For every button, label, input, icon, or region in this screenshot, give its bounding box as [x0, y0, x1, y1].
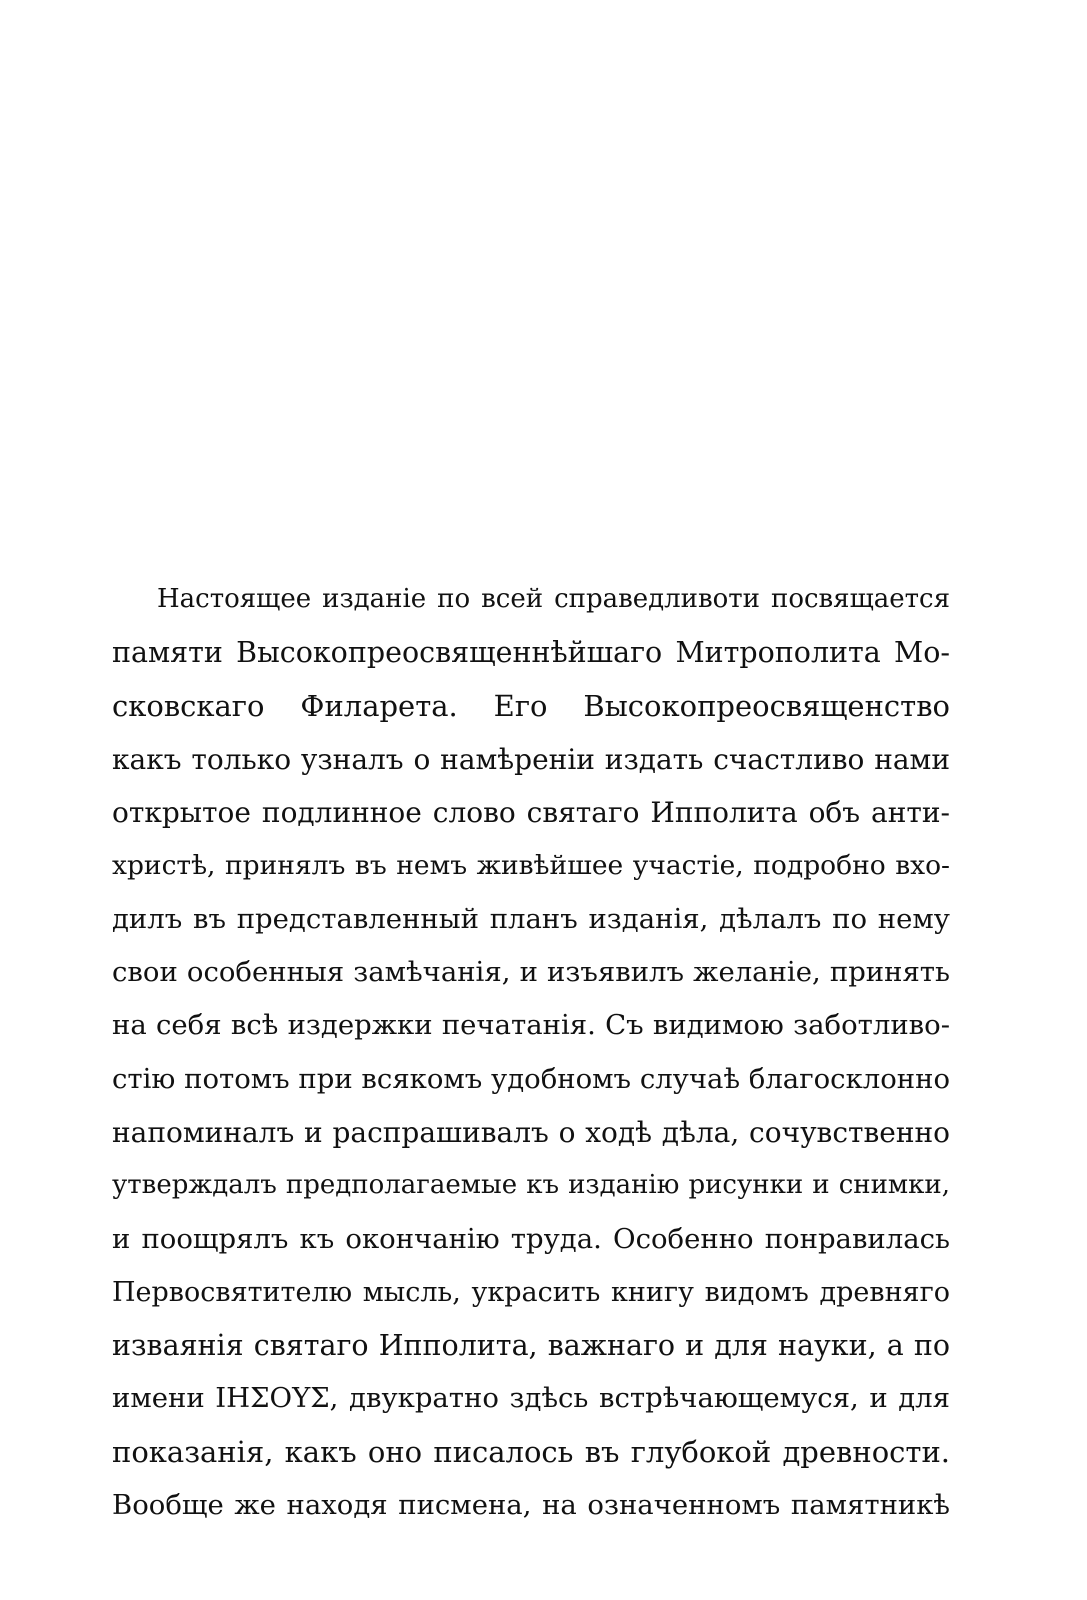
text-line-4: какъ только узналъ о намѣреніи издать счастливо нами	[112, 742, 950, 776]
text-line-18: Вообще же находя писмена, на означенномъ памятникѣ	[112, 1489, 950, 1522]
text-line-3: сковскаго Филарета. Его Высокопреосвященство	[112, 688, 950, 723]
text-line-14: Первосвятителю мысль, украсить книгу видомъ древняго	[112, 1276, 950, 1308]
text-line-12: утверждалъ предполагаемые къ изданію рисунки и снимки,	[112, 1170, 950, 1201]
text-line-11: напоминалъ и распрашивалъ о ходѣ дѣла, сочувственно	[112, 1115, 950, 1149]
text-line-5: открытое подлинное слово святаго Ипполита объ анти-	[112, 796, 950, 830]
text-line-2: памяти Высокопреосвященнѣйшаго Митрополита Мо-	[112, 636, 950, 670]
body-paragraph	[112, 573, 950, 1532]
text-line-8: свои особенныя замѣчанія, и изъявилъ желаніе, принять	[112, 956, 950, 989]
text-line-15: изваянія святаго Ипполита, важнаго и для науки, а по	[112, 1329, 950, 1363]
text-line-17: показанія, какъ оно писалось въ глубокой древности.	[112, 1434, 950, 1469]
text-line-6: христѣ, принялъ въ немъ живѣйшее участіе, подробно вхо-	[112, 850, 950, 882]
text-line-9: на себя всѣ издержки печатанія. Съ видимою заботливо-	[112, 1009, 950, 1042]
text-line-16: имени ІНΣОΥΣ, двукратно здѣсь встрѣчающемуся, и для	[112, 1382, 950, 1415]
text-line-7: дилъ въ представленный планъ изданія, дѣлалъ по нему	[112, 902, 950, 935]
text-line-13: и поощрялъ къ окончанію труда. Особенно понравилась	[112, 1222, 950, 1255]
text-line-10: стію потомъ при всякомъ удобномъ случаѣ благосклонно	[112, 1062, 950, 1095]
text-line-1: Настоящее изданіе по всей справедливоти посвящается	[157, 584, 950, 614]
